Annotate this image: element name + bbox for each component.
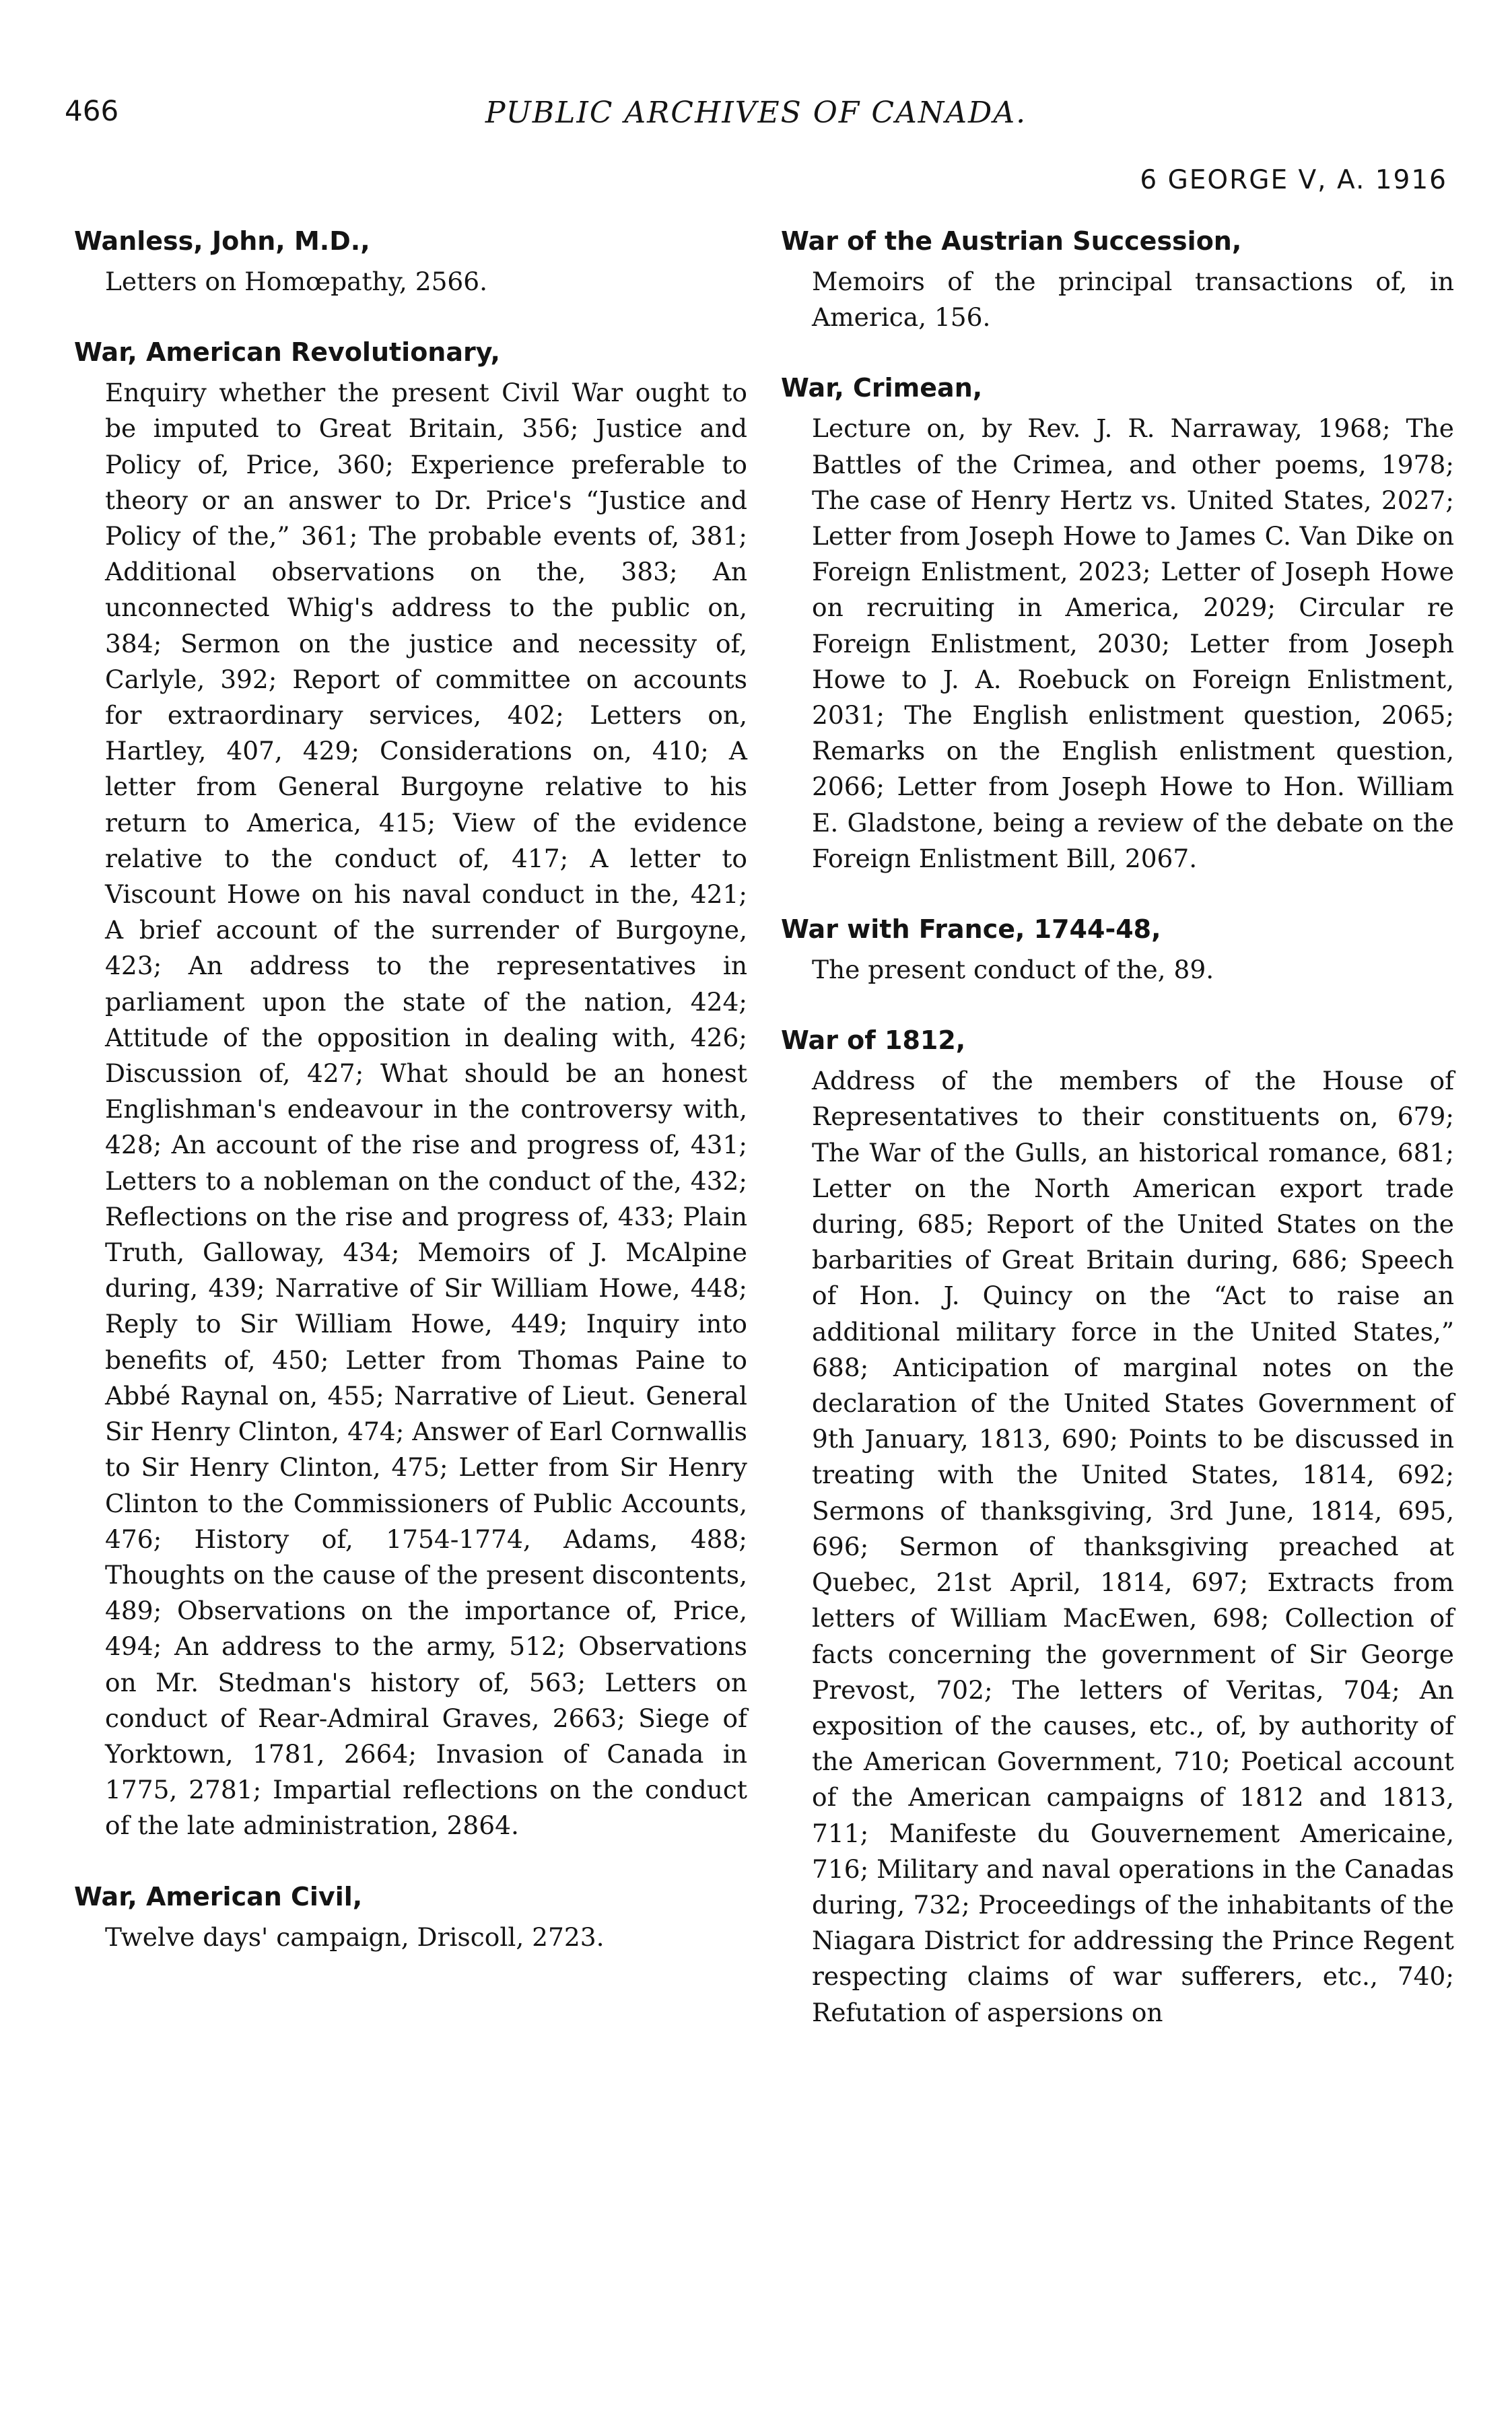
entry-heading: War, American Civil, <box>74 1881 363 1911</box>
entry-heading: Wanless, John, M.D., <box>74 226 370 256</box>
right-column <box>781 222 1454 2064</box>
entry-body: Letters on Homœpathy, 2566. <box>105 267 488 296</box>
left-column <box>74 222 747 1989</box>
running-head: PUBLIC ARCHIVES OF CANADA. <box>485 96 1027 130</box>
entry-heading: War with France, 1744-48, <box>781 914 1161 945</box>
index-entry <box>74 333 747 1843</box>
entry-heading: War, Crimean, <box>781 373 983 403</box>
index-entry <box>74 222 747 300</box>
entry-body: The present conduct of the, 89. <box>812 955 1214 985</box>
entry-heading: War, American Revolutionary, <box>74 337 500 368</box>
index-entry <box>781 1021 1454 2030</box>
entry-heading: War of the Austrian Succession, <box>781 226 1242 256</box>
entry-body: Memoirs of the principal transactions of, in America, 156. <box>812 267 1454 333</box>
entry-body: Twelve days' campaign, Driscoll, 2723. <box>105 1922 605 1952</box>
session-line: 6 GEORGE V, A. 1916 <box>1140 165 1447 195</box>
entry-body: Enquiry whether the present Civil War ought to be imputed to Great Britain, 356; Justice and Policy of, Price, 360; Experience preferable to theory or an answer to Dr. Price's “Justice and Policy of the,” 361; The probable events of, 381; Additional observations on the, 383; An unconnected Whig's address to the public on, 384; Sermon on the justice and necessity of, Carlyle, 392; Report of committee on accounts for extraordinary services, 402; Letters on, Hartley, 407, 429; Considerations on, 410; A letter from General Burgoyne relative to his return to America, 415; View of the evidence relative to the conduct of, 417; A letter to Viscount Howe on his naval conduct in the, 421; A brief account of the surrender of Burgoyne, 423; An address to the representatives in parliament upon the state of the nation, 424; Attitude of the opposition in dealing with, 426; Discussion of, 427; What should be an honest Englishman's endeavour in the controversy with, 428; An account of the rise and progress of, 431; Letters to a nobleman on the conduct of the, 432; Reflections on the rise and progress of, 433; Plain Truth, Galloway, 434; Memoirs of J. McAlpine during, 439; Narrative of Sir William Howe, 448; Reply to Sir William Howe, 449; Inquiry into benefits of, 450; Letter from Thomas Paine to Abbé Raynal on, 455; Narrative of Lieut. General Sir Henry Clinton, 474; Answer of Earl Cornwallis to Sir Henry Clinton, 475; Letter from Sir Henry Clinton to the Commissioners of Public Accounts, 476; History of, 1754-1774, Adams, 488; Thoughts on the cause of the present discontents, 489; Observations on the importance of, Price, 494; An address to the army, 512; Observations on Mr. Stedman's history of, 563; Letters on conduct of Rear-Admiral Graves, 2663; Siege of Yorktown, 1781, 2664; Invasion of Canada in 1775, 2781; Impartial reflections on the conduct of the late administration, 2864. <box>105 378 747 1841</box>
index-entry <box>74 1878 747 1955</box>
entry-heading: War of 1812, <box>781 1025 966 1056</box>
entry-body: Address of the members of the House of Representatives to their constituents on, 679; The War of the Gulls, an historical romance, 681; Letter on the North American export trade during, 685; Report of the United States on the barbarities of Great Britain during, 686; Speech of Hon. J. Quincy on the “Act to raise an additional military force in the United States,” 688; Anticipation of marginal notes on the declaration of the United States Government of 9th January, 1813, 690; Points to be discussed in treating with the United States, 1814, 692; Sermons of thanksgiving, 3rd June, 1814, 695, 696; Sermon of thanksgiving preached at Quebec, 21st April, 1814, 697; Extracts from letters of William MacEwen, 698; Collection of facts concerning the government of Sir George Prevost, 702; The letters of Veritas, 704; An exposition of the causes, etc., of, by authority of the American Government, 710; Poetical account of the American campaigns of 1812 and 1813, 711; Manifeste du Gouvernement Americaine, 716; Military and naval operations in the Canadas during, 732; Proceedings of the inhabitants of the Niagara District for addressing the Prince Regent respecting claims of war sufferers, etc., 740; Refutation of aspersions on <box>812 1066 1454 2027</box>
index-entry <box>781 910 1454 988</box>
index-entry <box>781 222 1454 335</box>
entry-body: Lecture on, by Rev. J. R. Narraway, 1968; The Battles of the Crimea, and other poems, 1978; The case of Henry Hertz vs. United States, 2027; Letter from Joseph Howe to James C. Van Dike on Foreign Enlistment, 2023; Letter of Joseph Howe on recruiting in America, 2029; Circular re Foreign Enlistment, 2030; Letter from Joseph Howe to J. A. Roebuck on Foreign Enlistment, 2031; The English enlistment question, 2065; Remarks on the English enlistment question, 2066; Letter from Joseph Howe to Hon. William E. Gladstone, being a review of the debate on the Foreign Enlistment Bill, 2067. <box>812 413 1454 873</box>
index-entry <box>781 369 1454 877</box>
page-number: 466 <box>65 94 119 127</box>
